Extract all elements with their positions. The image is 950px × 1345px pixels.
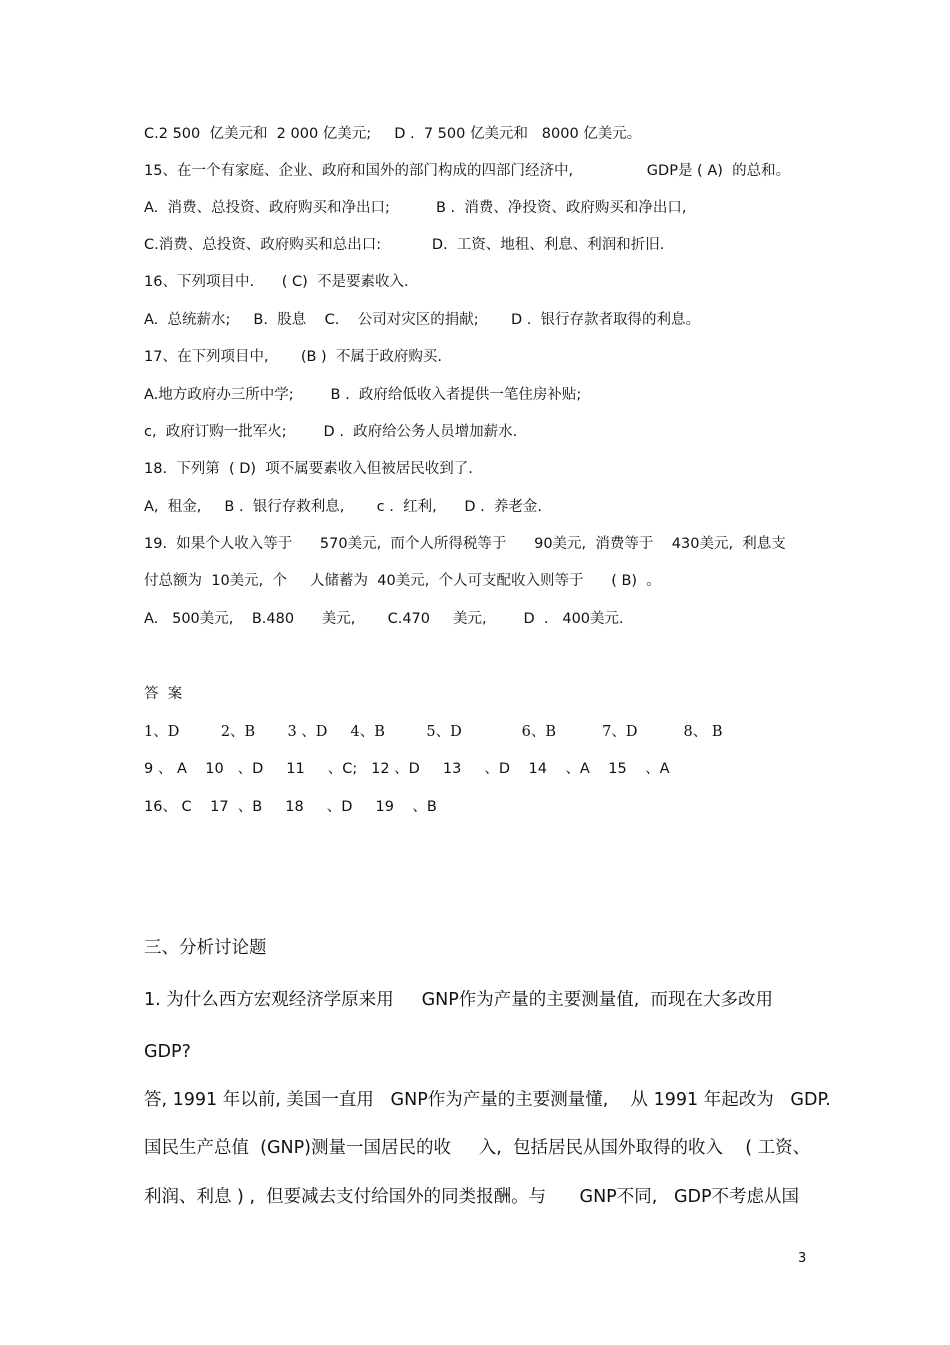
discussion-paragraph: 1. 为什么西方宏观经济学原来用 GNP作为产量的主要测量值, 而现在大多改用: [144, 990, 773, 1010]
discussion-paragraph: 答, 1991 年以前, 美国一直用 GNP作为产量的主要测量懂, 从 1991 年起改为 GDP.: [144, 1090, 831, 1110]
question-line: A.地方政府办三所中学; B . 政府给低收入者提供一笔住房补贴;: [144, 387, 582, 403]
question-line: C.消费、总投资、政府购买和总出口: D. 工资、地租、利息、利润和折旧.: [144, 237, 665, 253]
question-line: 16、下列项目中. ( C) 不是要素收入.: [144, 274, 409, 290]
discussion-paragraph: 国民生产总值 (GNP)测量一国居民的收 入, 包括居民从国外取得的收入 ( 工资、: [144, 1138, 811, 1158]
section-heading: 三、分析讨论题: [144, 938, 267, 958]
question-line: A. 消费、总投资、政府购买和净出口; B . 消费、净投资、政府购买和净出口,: [144, 200, 687, 216]
question-line: 付总额为 10美元, 个 人储蓄为 40美元, 个人可支配收入则等于 ( B) 。: [144, 573, 661, 589]
discussion-paragraph: 利润、利息 ) , 但要减去支付给国外的同类报酬。与 GNP不同, GDP不考虑从国: [144, 1187, 800, 1207]
question-line: 17、在下列项目中, (B ) 不属于政府购买.: [144, 349, 443, 365]
question-line: A, 租金, B . 银行存救利息, c . 红利, D . 养老金.: [144, 499, 543, 515]
discussion-paragraph: GDP?: [144, 1042, 191, 1062]
question-line: c, 政府订购一批军火; D . 政府给公务人员增加薪水.: [144, 424, 518, 440]
answers-row: 9 、 A 10 、D 11 、C; 12 、D 13 、D 14 、A 15 、A: [144, 761, 670, 777]
answers-heading: 答 案: [144, 686, 183, 702]
question-line: 18. 下列第 ( D) 项不属要素收入但被居民收到了.: [144, 461, 473, 477]
question-line: C.2 500 亿美元和 2 000 亿美元; D . 7 500 亿美元和 8000 亿美元。: [144, 126, 642, 142]
answers-row: 1、D 2、B 3 、D 4、B 5、D 6、B 7、D 8、 B: [144, 724, 723, 740]
question-line: A. 500美元, B.480 美元, C.470 美元, D . 400美元.: [144, 611, 624, 627]
question-line: 15、在一个有家庭、企业、政府和国外的部门构成的四部门经济中, GDP是 ( A) 的总和。: [144, 163, 791, 179]
page-number: 3: [798, 1251, 807, 1266]
question-line: 19. 如果个人收入等于 570美元, 而个人所得税等于 90美元, 消费等于 430美元, 利息支: [144, 536, 786, 552]
question-line: A. 总统薪水; B. 股息 C. 公司对灾区的捐献; D . 银行存款者取得的利息。: [144, 312, 701, 328]
answers-row: 16、 C 17 、B 18 、D 19 、B: [144, 799, 437, 815]
